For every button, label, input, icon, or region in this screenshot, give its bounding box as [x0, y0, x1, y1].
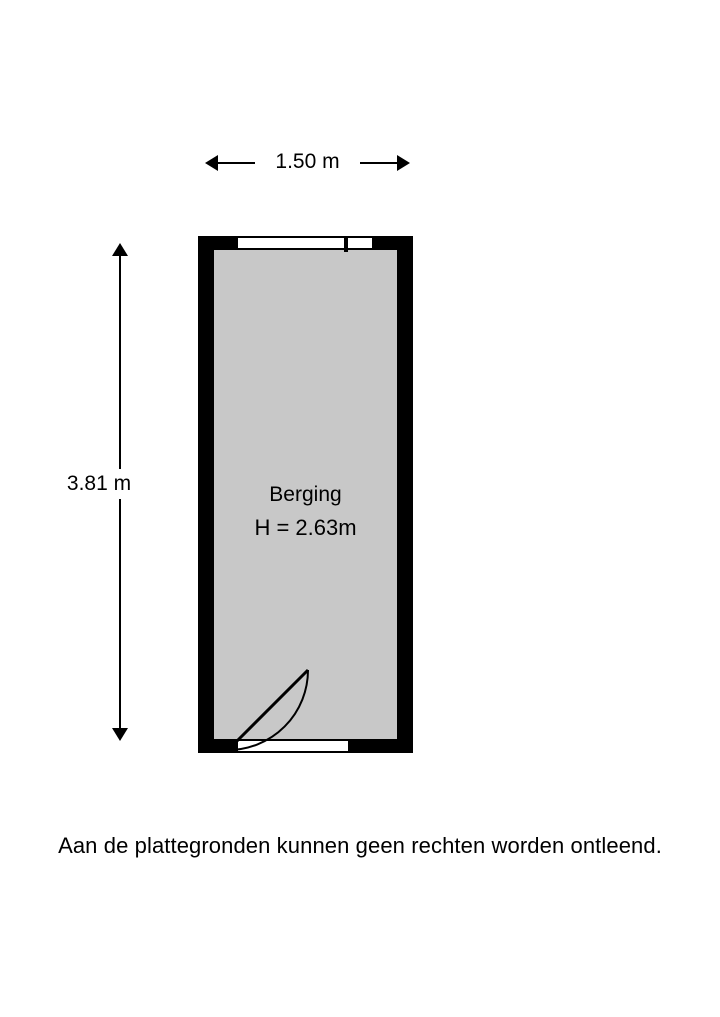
disclaimer-text: Aan de plattegronden kunnen geen rechten worden ontleend.	[58, 833, 662, 858]
door-swing-icon	[214, 656, 364, 753]
room-height: H = 2.63m	[254, 515, 357, 540]
arrow-down-icon	[112, 728, 128, 741]
room-name: Berging	[269, 483, 342, 506]
room-label-group	[198, 478, 413, 544]
window-mullion	[344, 238, 348, 252]
depth-dimension	[66, 243, 188, 741]
window-top	[238, 236, 372, 250]
width-dimension-label: 1.50 m	[255, 148, 360, 176]
width-dimension	[205, 140, 410, 186]
arrow-right-icon	[397, 155, 410, 171]
depth-dimension-label: 3.81 m	[6, 469, 192, 499]
